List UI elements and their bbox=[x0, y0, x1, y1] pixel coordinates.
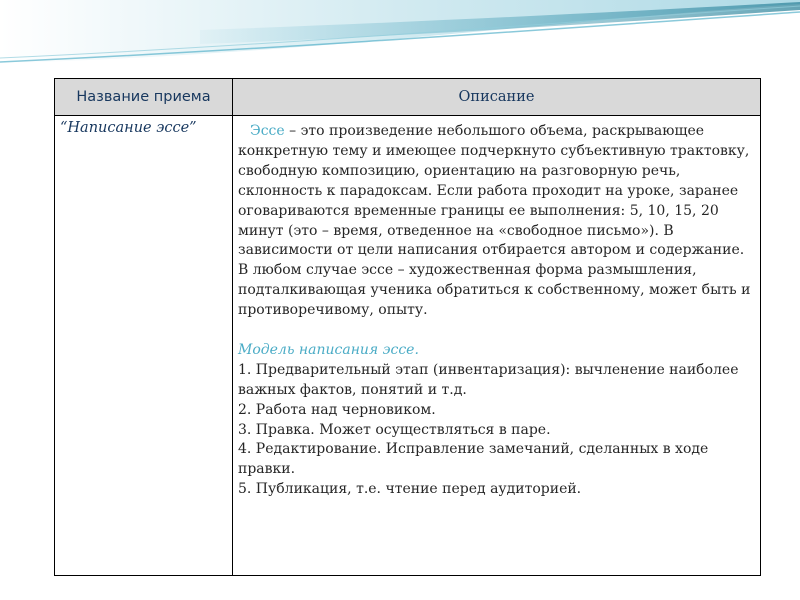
essay-definition bbox=[238, 122, 758, 321]
step-item: 5. Публикация, т.е. чтение перед аудиторией. bbox=[238, 481, 582, 498]
essay-definition-text: – это произведение небольшого объема, раскрывающее конкретную тему и имеющее подчеркнуто субъективную трактовку, свободную композицию, ориентацию на разговорную речь, склонность к парадоксам. Если работа проходит на уроке, заранее оговариваются временные границы ее выполнения: 5, 10, 15, 20 минут (это – время, отведенное на «свободное письмо»). В зависимости от цели написания отбирается автором и содержание. В любом случае эссе – художественная форма размышления, подталкивающая ученика обратиться к собственному, может быть и противоречивому, опыту. bbox=[238, 123, 751, 319]
header-description: Описание bbox=[233, 79, 761, 116]
step-item: 1. Предварительный этап (инвентаризация): вычленение наиболее важных фактов, понятий и т.д. bbox=[238, 361, 739, 398]
step-item: 4. Редактирование. Исправление замечаний, сделанных в ходе правки. bbox=[238, 441, 709, 478]
model-title: Модель написания эссе. bbox=[238, 341, 419, 358]
table-header-row bbox=[55, 79, 761, 116]
table-row bbox=[55, 116, 761, 576]
technique-name-cell bbox=[55, 116, 233, 576]
description-cell bbox=[233, 116, 761, 576]
technique-table bbox=[54, 78, 761, 576]
header-technique-name: Название приема bbox=[55, 79, 233, 116]
step-item: 2. Работа над черновиком. bbox=[238, 401, 436, 418]
essay-term: Эссе bbox=[250, 123, 285, 139]
technique-name: “Написание эссе” bbox=[60, 120, 197, 136]
step-item: 3. Правка. Может осуществляться в паре. bbox=[238, 421, 551, 438]
